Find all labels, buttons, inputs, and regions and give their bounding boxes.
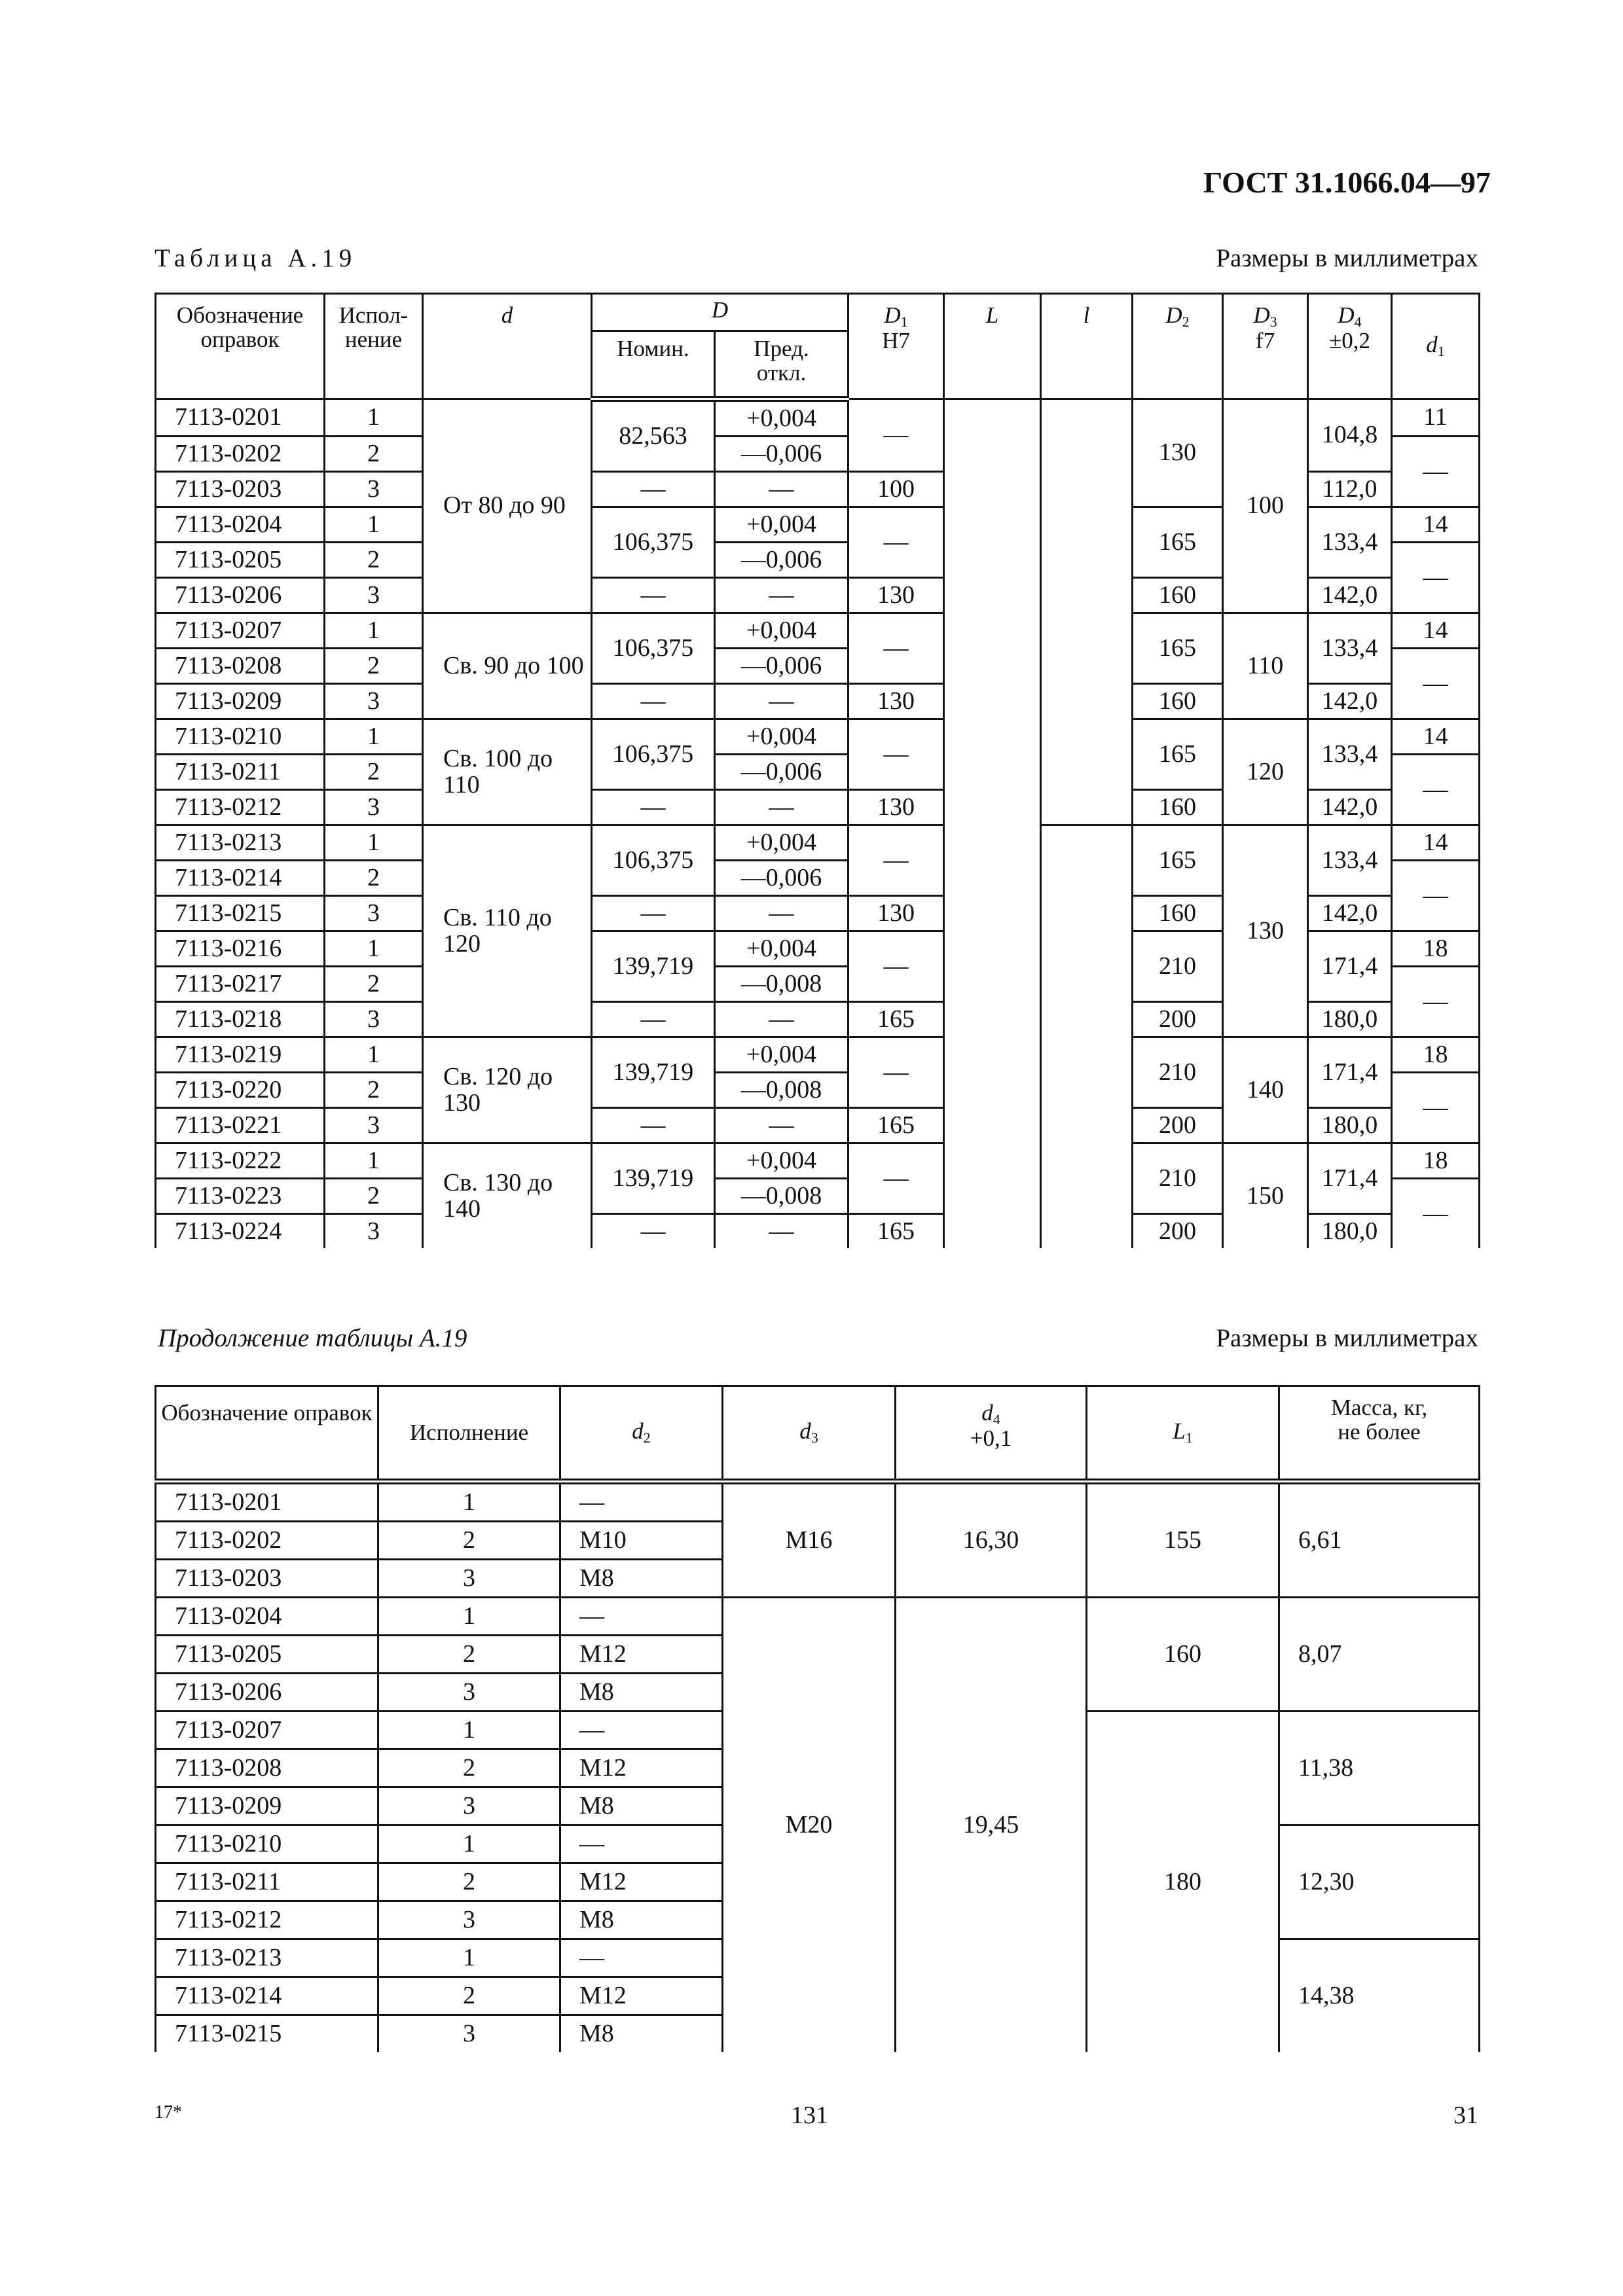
header-d2: $d_2$ [560, 1386, 723, 1482]
table-row: 7113-0213 1 Св. 110 до 120 106,375 +0,004 — 165 130 133,4 14 [156, 825, 1480, 861]
continuation-caption: Продолжение таблицы А.19 [158, 1324, 467, 1352]
units-note: Размеры в миллиметрах [1216, 1324, 1478, 1352]
header-version: Исполнение [378, 1386, 560, 1482]
table-row: 7113-0214 2 —0,006 — [156, 861, 1480, 896]
header-D3: $D_3$ f7 [1223, 294, 1308, 399]
header-D: D [592, 294, 848, 331]
table-row: 7113-0209 3 — — 130 160 142,0 [156, 684, 1480, 719]
header-D4: $D_4$ ±0,2 [1308, 294, 1392, 399]
table-caption: Таблица А.19 [155, 244, 357, 272]
table-row: 7113-0208 2 —0,006 — [156, 649, 1480, 684]
table-row: 7113-0213 1 — 14,38 [156, 1939, 1480, 1977]
header-d1: $d_1$ [1392, 294, 1480, 399]
header-D1: $D_1$ H7 [848, 294, 944, 399]
table-row: 7113-0205 2 —0,006 — [156, 543, 1480, 578]
units-note: Размеры в миллиметрах [1216, 244, 1478, 272]
table-row: 7113-0218 3 — — 165 200 180,0 [156, 1002, 1480, 1037]
header-L1: $L_1$ [1087, 1386, 1279, 1482]
footer-page-number: 31 [1453, 2102, 1478, 2129]
table-row: 7113-0203 3 M8 [156, 1560, 1480, 1598]
footer-sheet-mark: 17* [155, 2102, 182, 2123]
header-d3: $d_3$ [723, 1386, 896, 1482]
continuation-table [155, 1385, 1480, 2052]
table-row: 7113-0201 1 От 80 до 90 82,563 +0,004 — 130 100 104,8 11 [156, 399, 1480, 437]
header-l: l [1041, 294, 1133, 399]
dimensions-table [155, 293, 1480, 1248]
table-row: 7113-0202 2 M10 [156, 1522, 1480, 1560]
header-designation: Обозначение оправок [156, 1386, 378, 1482]
table-row: 7113-0214 2 M12 [156, 1977, 1480, 2015]
table-row: 7113-0203 3 — — 100 112,0 [156, 472, 1480, 507]
table-row: 7113-0206 3 M8 [156, 1674, 1480, 1712]
table-row: 7113-0210 1 Св. 100 до 110 106,375 +0,004 — 165 120 133,4 14 [156, 719, 1480, 755]
table-row: 7113-0202 2 —0,006 — [156, 437, 1480, 472]
table-row: 7113-0206 3 — — 130 160 142,0 [156, 578, 1480, 613]
table-row: 7113-0209 3 M8 [156, 1787, 1480, 1825]
table-row: 7113-0222 1 Св. 130 до 140 139,719 +0,004 — 210 150 171,4 18 [156, 1143, 1480, 1179]
header-D2: $D_2$ [1133, 294, 1223, 399]
table-row: 7113-0224 3 — — 165 200 180,0 [156, 1214, 1480, 1249]
table-row: 7113-0212 3 M8 [156, 1901, 1480, 1939]
table-row: 7113-0215 3 — — 130 160 142,0 [156, 896, 1480, 931]
standard-number: ГОСТ 31.1066.04—97 [1203, 166, 1491, 199]
table-row: 7113-0221 3 — — 165 200 180,0 [156, 1108, 1480, 1143]
header-D-deviation: Пред. откл. [715, 331, 848, 399]
table-row: 7113-0210 1 — 12,30 [156, 1825, 1480, 1863]
header-L: L [944, 294, 1041, 399]
header-d: d [423, 294, 592, 399]
table-row: 7113-0220 2 —0,008 — [156, 1073, 1480, 1108]
header-D-nominal: Номин. [592, 331, 715, 399]
header-version: Испол-нение [325, 294, 423, 399]
table-row: 7113-0204 1 — M20 19,45 160 8,07 [156, 1598, 1480, 1636]
table-row: 7113-0211 2 M12 [156, 1863, 1480, 1901]
table-row: 7113-0217 2 —0,008 — [156, 967, 1480, 1002]
header-designation: Обозначение оправок [156, 294, 325, 399]
table-row: 7113-0211 2 —0,006 — [156, 755, 1480, 790]
table-row: 7113-0223 2 —0,008 — [156, 1179, 1480, 1214]
table-row: 7113-0207 1 — 180 11,38 [156, 1712, 1480, 1749]
table-row: 7113-0219 1 Св. 120 до 130 139,719 +0,004 — 210 140 171,4 18 [156, 1037, 1480, 1073]
table-row: 7113-0201 1 — M16 16,30 155 6,61 [156, 1482, 1480, 1522]
table-row: 7113-0205 2 M12 [156, 1636, 1480, 1674]
table-row: 7113-0207 1 Св. 90 до 100 106,375 +0,004 — 165 110 133,4 14 [156, 613, 1480, 649]
table-row: 7113-0208 2 M12 [156, 1749, 1480, 1787]
table-row: 7113-0216 1 139,719 +0,004 — 210 171,4 18 [156, 931, 1480, 967]
table-row: 7113-0204 1 106,375 +0,004 — 165 133,4 14 [156, 507, 1480, 543]
header-d4: $d_4$ +0,1 [896, 1386, 1087, 1482]
table-row: 7113-0212 3 — — 130 160 142,0 [156, 790, 1480, 825]
footer-page-center: 131 [791, 2102, 828, 2129]
header-mass: Масса, кг, не более [1279, 1386, 1480, 1482]
table-row: 7113-0215 3 M8 [156, 2015, 1480, 2053]
